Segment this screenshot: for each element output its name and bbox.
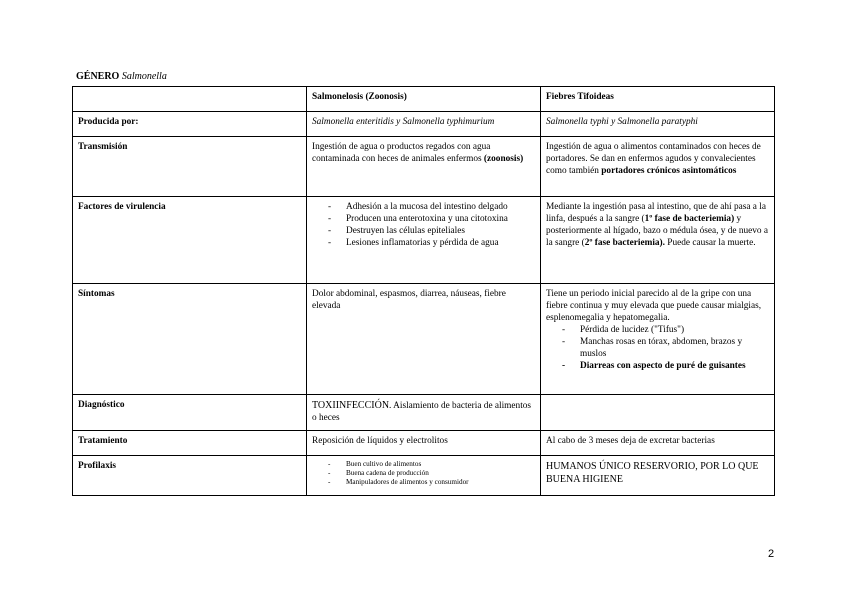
cell-tifoideas [541,197,775,284]
row-profilaxis [73,456,775,496]
list-item: - Destruyen las células epiteliales [328,225,535,237]
cell-tifoideas [541,395,775,431]
row-label: Transmisión [73,137,307,197]
header-salmonelosis: Salmonelosis (Zoonosis) [307,87,541,112]
prophylaxis-list [312,460,535,487]
cell-bold-text: (zoonosis) [483,154,524,164]
cell-text: y posteriormente al hígado, bazo o médula ósea, y de nuevo a la sangre ( [546,214,769,248]
header-tifoideas: Fiebres Tifoideas [541,87,775,112]
cell-text: Ingestión de agua o productos regados con agua contaminada con heces de animales enfermos [312,142,491,164]
list-item: - Pérdida de lucidez ("Tifus") [562,324,769,336]
page-number: 2 [768,548,775,560]
header-cell-empty [73,87,307,112]
row-label: Tratamiento [73,431,307,456]
list-item: - Buen cultivo de alimentos [328,460,535,469]
cell-caps-text: TOXIINFECCIÓN [312,400,390,411]
cell-text: Mediante la ingestión pasa al intestino, que de ahí pasa a la linfa, después a la sangre ( [546,202,766,224]
genus-label: GÉNERO [76,71,120,82]
genus-name: Salmonella [121,71,167,82]
cell-tifoideas [541,137,775,197]
symptoms-list [546,324,769,372]
cell-salmonelosis [307,395,541,431]
row-sintomas [73,284,775,395]
cell-bold-text: 1º fase de bacteriemia) [644,214,735,224]
row-virulencia [73,197,775,284]
cell-salmonelosis: Salmonella enteritidis y Salmonella typhimurium [307,112,541,137]
row-label: Factores de virulencia [73,197,307,284]
cell-text: Ingestión de agua o alimentos contaminados con heces de portadores. Se dan en enfermos agudos y convalecientes como también [546,142,761,176]
cell-salmonelosis: Dolor abdominal, espasmos, diarrea, náuseas, fiebre elevada [307,284,541,395]
cell-salmonelosis [307,456,541,496]
row-label: Profilaxis [73,456,307,496]
list-item: - Lesiones inflamatorias y pérdida de agua [328,237,535,249]
cell-salmonelosis [307,137,541,197]
comparison-table [72,86,775,496]
list-item: - Buena cadena de producción [328,469,535,478]
cell-salmonelosis: Reposición de líquidos y electrolitos [307,431,541,456]
cell-bold-text: 2º fase bacteriemia). [584,238,665,248]
cell-text: Puede causar la muerte. [664,238,756,248]
cell-tifoideas: Salmonella typhi y Salmonella paratyphi [541,112,775,137]
list-item: - Producen una enterotoxina y una citotoxina [328,213,535,225]
virulence-list [312,201,535,249]
row-transmision [73,137,775,197]
list-item: - Manipuladores de alimentos y consumidor [328,478,535,487]
header-row [73,87,775,112]
list-item: - Manchas rosas en tórax, abdomen, brazos y muslos [562,336,769,360]
document-title [76,71,167,82]
list-item: - Diarreas con aspecto de puré de guisantes [562,360,769,372]
row-label: Diagnóstico [73,395,307,431]
list-item: - Adhesión a la mucosa del intestino delgado [328,201,535,213]
cell-text: . Aislamiento de bacteria de alimentos o heces [312,401,532,423]
row-tratamiento [73,431,775,456]
row-producida [73,112,775,137]
cell-bold-text: portadores crónicos asintomáticos [601,166,737,176]
cell-tifoideas: HUMANOS ÚNICO RESERVORIO, POR LO QUE BUENA HIGIENE [541,456,775,496]
row-label: Producida por: [73,112,307,137]
row-label: Síntomas [73,284,307,395]
cell-tifoideas: Al cabo de 3 meses deja de excretar bacterias [541,431,775,456]
symptoms-intro: Tiene un periodo inicial parecido al de la gripe con una fiebre continua y muy elevada que puede causar mialgias, esplenomegalia y hepatomegalia. [546,289,762,323]
cell-tifoideas [541,284,775,395]
cell-salmonelosis [307,197,541,284]
row-diagnostico [73,395,775,431]
